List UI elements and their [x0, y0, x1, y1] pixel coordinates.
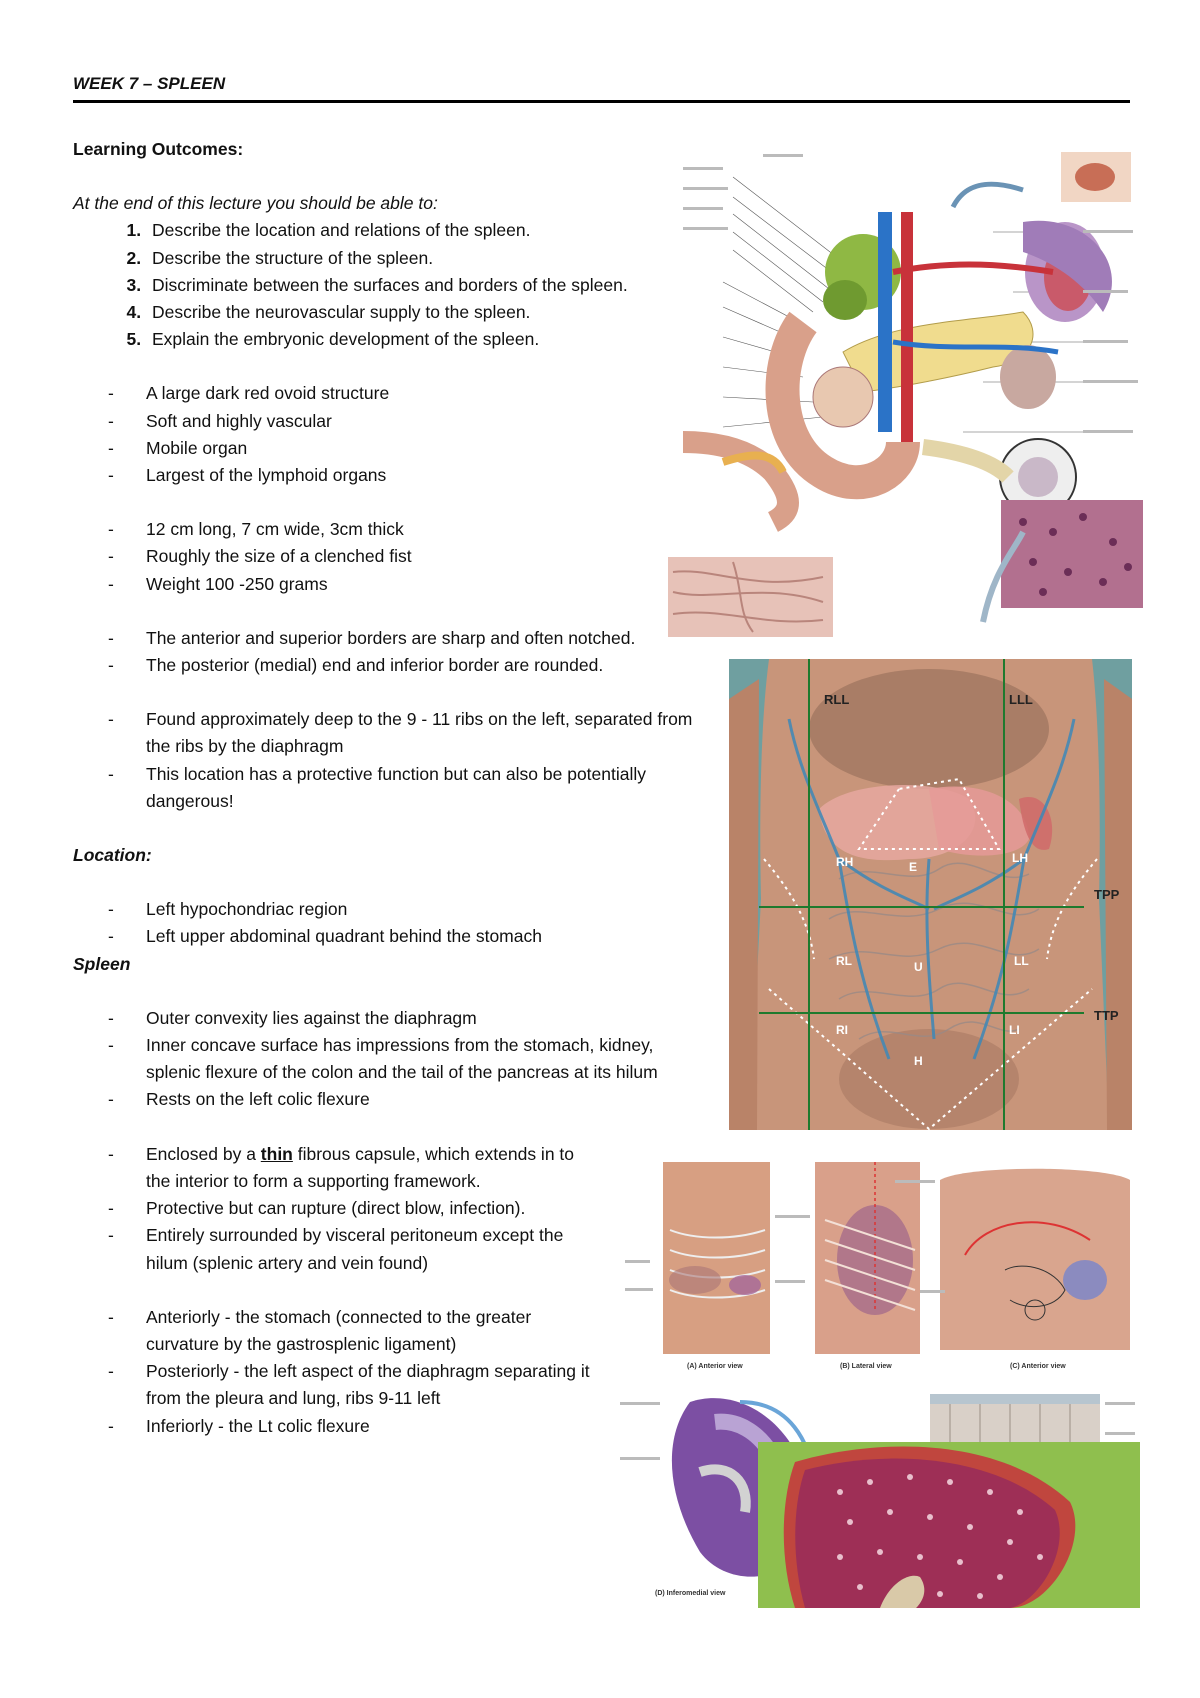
- capsule-emphasis: thin: [260, 1143, 293, 1164]
- list-item: - Posteriorly - the left aspect of the diaphragm separating it from the pleura and lung, ribs 9-11 left: [73, 1358, 593, 1412]
- learning-outcomes-list: [73, 217, 693, 353]
- view-caption: (A) Anterior view: [687, 1363, 743, 1370]
- figure-pancreas-relations: [663, 152, 1143, 644]
- list-item: - Entirely surrounded by visceral peritoneum except the hilum (splenic artery and vein found): [73, 1222, 593, 1276]
- list-item: - Inferiorly - the Lt colic flexure: [73, 1413, 593, 1440]
- list-item: - Largest of the lymphoid organs: [73, 462, 693, 489]
- list-item: - Found approximately deep to the 9 - 11 ribs on the left, separated from the ribs by the diaphragm: [73, 706, 693, 760]
- list-item: - Roughly the size of a clenched fist: [73, 543, 693, 570]
- location-heading: Location:: [73, 845, 152, 866]
- list-item: - The anterior and superior borders are sharp and often notched.: [73, 625, 693, 652]
- list-item: - Outer convexity lies against the diaphragm: [73, 1005, 693, 1032]
- list-item: [73, 1141, 593, 1195]
- location-list: [73, 896, 693, 950]
- list-item: - Left upper abdominal quadrant behind the stomach: [73, 923, 693, 950]
- pancreas-illustration: [663, 152, 1143, 644]
- features-list: [73, 380, 693, 489]
- region-label: H: [914, 1054, 923, 1068]
- learning-outcomes-heading: Learning Outcomes:: [73, 139, 244, 159]
- dimensions-list: [73, 516, 693, 598]
- list-item: - Anteriorly - the stomach (connected to the greater curvature by the gastrosplenic ligament): [73, 1304, 593, 1358]
- list-item: - Mobile organ: [73, 435, 693, 462]
- list-item: - Weight 100 -250 grams: [73, 571, 693, 598]
- list-item: - Inner concave surface has impressions from the stomach, kidney, splenic flexure of the colon and the tail of the pancreas at its hilum: [73, 1032, 693, 1086]
- list-item: - Protective but can rupture (direct blow, infection).: [73, 1195, 593, 1222]
- list-item: - Left hypochondriac region: [73, 896, 693, 923]
- borders-list: [73, 625, 693, 679]
- region-label: U: [914, 960, 923, 974]
- region-label: LLL: [1009, 692, 1033, 707]
- title-rule: [73, 100, 1130, 103]
- spleen-capsule-list: [73, 1141, 593, 1277]
- abdominal-regions-photo: [729, 659, 1132, 1130]
- view-caption: (C) Anterior view: [1010, 1363, 1066, 1370]
- list-item: - 12 cm long, 7 cm wide, 3cm thick: [73, 516, 693, 543]
- list-item: - This location has a protective function but can also be potentially dangerous!: [73, 761, 693, 815]
- region-label: LH: [1012, 851, 1028, 865]
- list-item: - A large dark red ovoid structure: [73, 380, 693, 407]
- region-label: RLL: [824, 692, 850, 707]
- outcome-item: 1. Describe the location and relations of the spleen.: [146, 217, 693, 244]
- view-caption: (B) Lateral view: [840, 1363, 892, 1370]
- region-label: LL: [1014, 954, 1029, 968]
- list-item: - The posterior (medial) end and inferior border are rounded.: [73, 652, 693, 679]
- outcome-item: 4. Describe the neurovascular supply to the spleen.: [146, 299, 693, 326]
- region-label: RL: [836, 954, 852, 968]
- region-label: RI: [836, 1023, 848, 1037]
- figure-abdominal-regions: [729, 659, 1132, 1130]
- region-label: RH: [836, 855, 854, 869]
- region-label: LI: [1009, 1023, 1020, 1037]
- page-title: WEEK 7 – SPLEEN: [73, 74, 226, 93]
- region-label: TPP: [1094, 887, 1120, 902]
- visceral-surface-illustration: [620, 1382, 1140, 1608]
- capsule-text-start: Enclosed by a: [146, 1143, 261, 1164]
- learning-outcomes-intro: At the end of this lecture you should be able to:: [73, 193, 438, 214]
- outcome-item: 3. Discriminate between the surfaces and borders of the spleen.: [146, 272, 693, 299]
- spleen-surfaces-list: [73, 1005, 693, 1114]
- figure-spleen-views: [625, 1160, 1140, 1375]
- capsule-text-end: fibrous capsule, which extends in to the interior to form a supporting framework.: [146, 1143, 575, 1191]
- outcome-item: 5. Explain the embryonic development of the spleen.: [146, 326, 693, 353]
- list-item: - Soft and highly vascular: [73, 408, 693, 435]
- spleen-relations-list: [73, 1304, 593, 1440]
- spleen-heading: Spleen: [73, 953, 131, 974]
- list-item: - Rests on the left colic flexure: [73, 1086, 693, 1113]
- region-label: E: [909, 860, 918, 874]
- outcome-item: 2. Describe the structure of the spleen.: [146, 245, 693, 272]
- region-label: TTP: [1094, 1008, 1119, 1023]
- ribs-list: [73, 706, 693, 815]
- visceral-caption: (D) Inferomedial view: [655, 1590, 726, 1597]
- spleen-views-illustration: [625, 1160, 1140, 1375]
- notes-column: [73, 136, 693, 1440]
- figure-visceral-surface: [620, 1382, 1140, 1608]
